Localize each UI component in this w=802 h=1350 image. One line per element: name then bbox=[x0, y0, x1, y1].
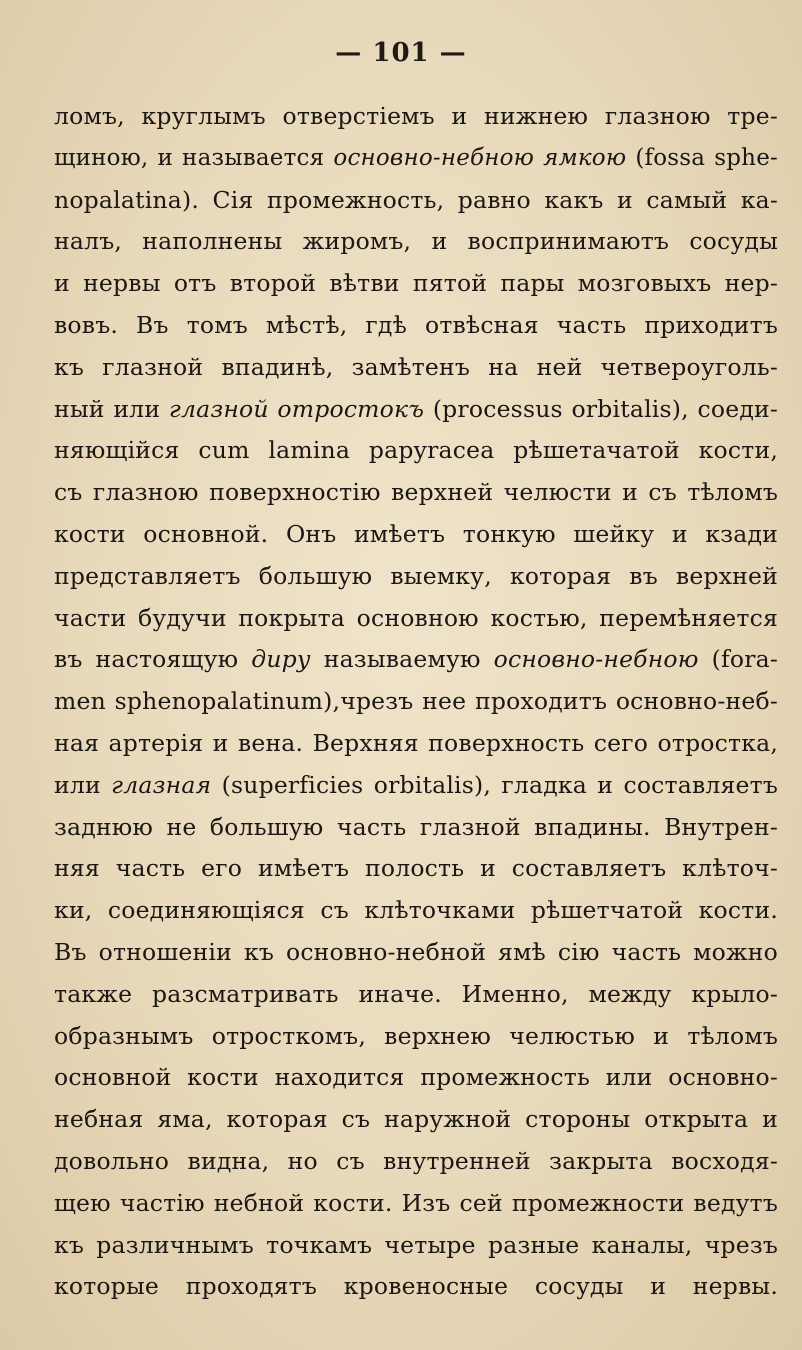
text-line bbox=[54, 723, 778, 765]
text-segment: или bbox=[54, 770, 112, 799]
text-line bbox=[54, 932, 778, 974]
text-segment: основной кости находится промежность или основно- bbox=[54, 1063, 778, 1092]
text-segment: небная яма, которая съ наружной стороны открыта и bbox=[54, 1105, 778, 1134]
text-line bbox=[54, 1266, 778, 1308]
text-line bbox=[54, 848, 778, 890]
text-segment: и нервы отъ второй вѣтви пятой пары мозговыхъ нер- bbox=[54, 269, 778, 298]
text-segment: ломъ, круглымъ отверстіемъ и нижнею глазною тре- bbox=[54, 102, 778, 130]
text-line bbox=[54, 890, 778, 932]
text-segment: также разсматривать иначе. Именно, между крыло- bbox=[54, 979, 778, 1008]
text-segment: men sphenopalatinum),чрезъ нее проходитъ основно-неб- bbox=[54, 687, 778, 716]
text-line bbox=[54, 1057, 778, 1099]
text-segment: кости основной. Онъ имѣетъ тонкую шейку и кзади bbox=[54, 519, 778, 548]
text-segment: налъ, наполнены жиромъ, и воспринимаютъ сосуды bbox=[54, 227, 778, 256]
text-segment: образнымъ отросткомъ, верхнею челюстью и тѣломъ bbox=[54, 1021, 778, 1050]
text-line bbox=[54, 1141, 778, 1183]
text-line bbox=[54, 305, 778, 347]
text-segment: ная артерія и вена. Верхняя поверхность сего отростка, bbox=[54, 728, 778, 757]
text-segment: заднюю не большую часть глазной впадины. Внутрен- bbox=[54, 812, 778, 841]
text-line bbox=[54, 514, 778, 556]
text-segment: ки, соединяющіяся съ клѣточками рѣшетчатой кости. bbox=[54, 896, 778, 925]
text-line bbox=[54, 1183, 778, 1225]
text-segment: представляетъ большую выемку, которая въ верхней bbox=[54, 561, 778, 590]
text-segment: вовъ. Въ томъ мѣстѣ, гдѣ отвѣсная часть приходитъ bbox=[54, 310, 778, 339]
text-line bbox=[54, 556, 778, 598]
body-text bbox=[54, 96, 778, 1308]
text-line bbox=[54, 765, 778, 807]
text-line bbox=[54, 430, 778, 472]
text-line bbox=[54, 180, 778, 222]
text-line bbox=[54, 598, 778, 640]
text-line bbox=[54, 807, 778, 849]
text-segment: (fossa sphe- bbox=[626, 144, 778, 171]
text-segment: которые проходятъ кровеносные сосуды и нервы. bbox=[54, 1272, 778, 1301]
text-segment: щиною, и называется bbox=[54, 144, 334, 171]
italic-term: основно-небною ямкою bbox=[333, 144, 627, 171]
text-line bbox=[54, 138, 778, 180]
text-segment: довольно видна, но съ внутренней закрыта восходя- bbox=[54, 1146, 778, 1175]
text-segment: къ глазной впадинѣ, замѣтенъ на ней четвероуголь- bbox=[54, 352, 778, 381]
text-segment: (superficies orbitalis), гладка и составляетъ bbox=[211, 770, 778, 799]
text-line bbox=[54, 639, 778, 681]
text-segment: съ глазною поверхностію верхней челюсти и съ тѣломъ bbox=[54, 478, 778, 507]
italic-term: глазной отростокъ bbox=[168, 394, 425, 423]
text-segment: (fora- bbox=[698, 645, 778, 674]
text-line bbox=[54, 347, 778, 389]
text-line bbox=[54, 472, 778, 514]
text-line bbox=[54, 681, 778, 723]
text-segment: няя часть его имѣетъ полость и составляетъ клѣточ- bbox=[54, 854, 778, 883]
text-segment: ный или bbox=[54, 394, 169, 423]
text-segment: щею частію небной кости. Изъ сей промежности ведутъ bbox=[54, 1188, 778, 1217]
text-segment: nopalatina). Сія промежность, равно какъ и самый ка- bbox=[54, 185, 778, 214]
text-segment: Въ отношеніи къ основно-небной ямѣ сію часть можно bbox=[54, 937, 778, 966]
page-number: — 101 — bbox=[335, 38, 467, 68]
text-segment: части будучи покрыта основною костью, перемѣняется bbox=[54, 603, 778, 632]
italic-term: диру bbox=[251, 645, 311, 674]
text-line bbox=[54, 389, 778, 431]
text-line bbox=[54, 221, 778, 263]
text-line bbox=[54, 1225, 778, 1267]
text-line bbox=[54, 96, 778, 138]
text-line bbox=[54, 1016, 778, 1058]
text-segment: къ различнымъ точкамъ четыре разные каналы, чрезъ bbox=[54, 1230, 778, 1259]
text-line bbox=[54, 974, 778, 1016]
text-line bbox=[54, 263, 778, 305]
text-segment: няющійся cum lamina papyracea рѣшетачатой кости, bbox=[54, 436, 778, 465]
text-segment: (processus orbitalis), соеди- bbox=[424, 394, 778, 423]
italic-term: основно-небною bbox=[493, 645, 699, 674]
italic-term: глазная bbox=[111, 770, 212, 799]
text-segment: называемую bbox=[310, 645, 494, 674]
text-line bbox=[54, 1099, 778, 1141]
text-segment: въ настоящую bbox=[54, 645, 252, 674]
